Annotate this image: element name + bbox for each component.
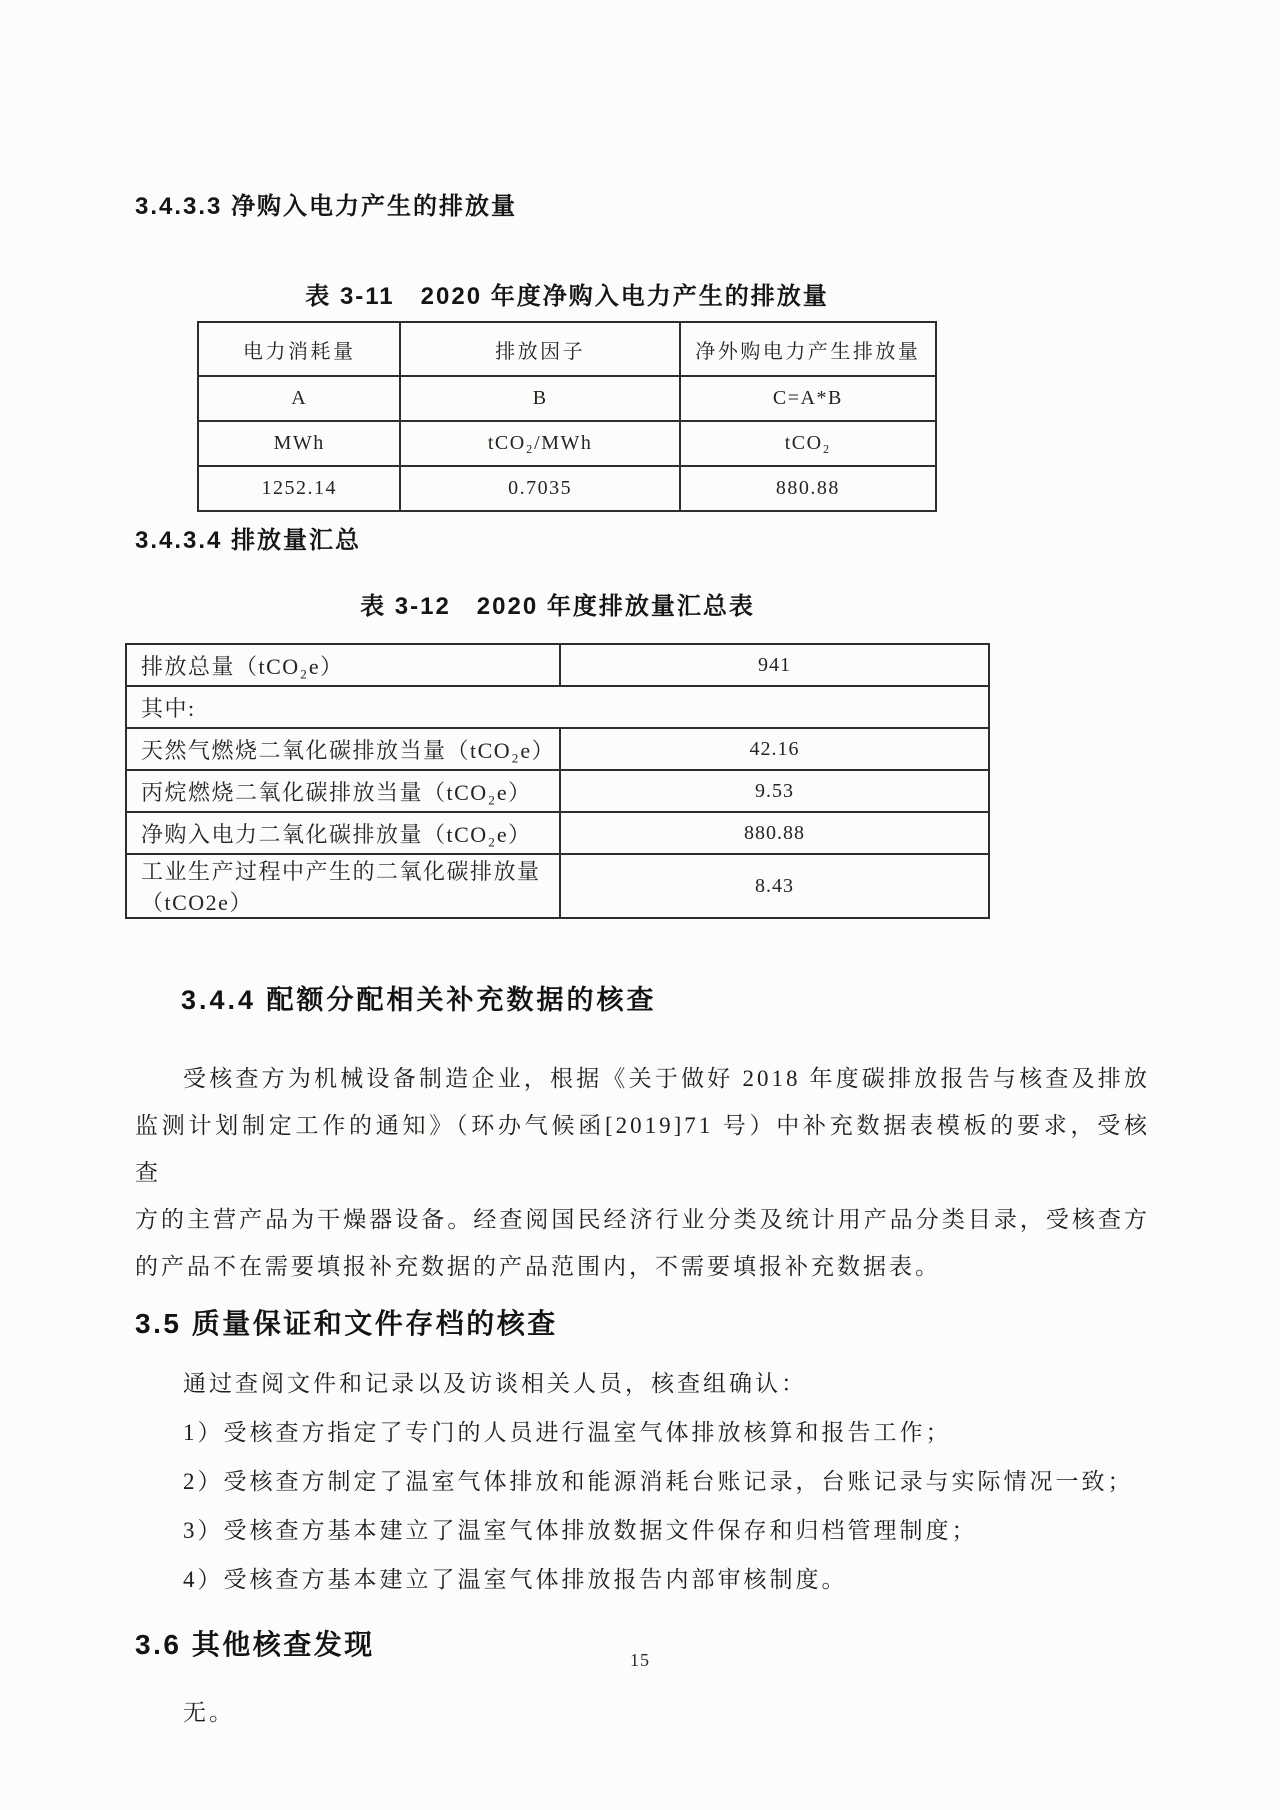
table-cell: C=A*B (680, 376, 936, 421)
table-row (126, 686, 989, 728)
table-row (198, 466, 936, 511)
table-cell-label: 丙烷燃烧二氧化碳排放当量（tCO₂e） (126, 770, 560, 812)
table-row (126, 854, 989, 918)
table-cell: tCO₂/MWh (400, 421, 679, 466)
table-header-cell: 排放因子 (400, 322, 679, 376)
finding-item-3: 3）受核查方基本建立了温室气体排放数据文件保存和归档管理制度； (183, 1518, 978, 1543)
table-cell-label: 其中: (126, 686, 989, 728)
table-row (126, 728, 989, 770)
finding-item-4: 4）受核查方基本建立了温室气体排放报告内部审核制度。 (183, 1567, 848, 1592)
table-cell-value: 880.88 (560, 812, 989, 854)
table-cell-label: 工业生产过程中产生的二氧化碳排放量（tCO2e） (126, 854, 560, 918)
finding-item-1: 1）受核查方指定了专门的人员进行温室气体排放核算和报告工作； (183, 1420, 952, 1445)
heading-3-4-4: 3.4.4 配额分配相关补充数据的核查 (181, 985, 657, 1015)
table-row (198, 322, 936, 376)
table-cell-label: 天然气燃烧二氧化碳排放当量（tCO₂e） (126, 728, 560, 770)
table-3-12-title: 表 3-12 2020 年度排放量汇总表 (360, 593, 755, 620)
table-cell: 880.88 (680, 466, 936, 511)
section-3-4-4-paragraph (135, 1055, 1150, 1290)
table-cell: A (198, 376, 400, 421)
table-cell: tCO₂ (680, 421, 936, 466)
page-content (135, 0, 1150, 1736)
table-header-cell: 净外购电力产生排放量 (680, 322, 936, 376)
table-cell-value: 9.53 (560, 770, 989, 812)
paragraph-line: 方的主营产品为干燥器设备。经查阅国民经济行业分类及统计用产品分类目录，受核查方 (135, 1207, 1150, 1232)
heading-3-4-3-4: 3.4.3.4 排放量汇总 (135, 527, 362, 554)
table-row (198, 421, 936, 466)
table-cell-value: 8.43 (560, 854, 989, 918)
heading-3-4-3-3: 3.4.3.3 净购入电力产生的排放量 (135, 193, 518, 220)
table-cell-value: 42.16 (560, 728, 989, 770)
section-3-6-body: 无。 (183, 1700, 235, 1725)
table-row (126, 644, 989, 686)
table-row (126, 770, 989, 812)
table-3-12 (125, 643, 990, 919)
table-header-cell: 电力消耗量 (198, 322, 400, 376)
paragraph-line: 的产品不在需要填报补充数据的产品范围内，不需要填报补充数据表。 (135, 1254, 941, 1279)
finding-item-2: 2）受核查方制定了温室气体排放和能源消耗台账记录，台账记录与实际情况一致； (183, 1469, 1134, 1494)
table-cell: MWh (198, 421, 400, 466)
page-number: 15 (630, 1650, 650, 1670)
heading-3-5: 3.5 质量保证和文件存档的核查 (135, 1308, 558, 1339)
table-cell-label: 净购入电力二氧化碳排放量（tCO₂e） (126, 812, 560, 854)
paragraph-line: 监测计划制定工作的通知》（环办气候函[2019]71 号）中补充数据表模板的要求，受核查 (135, 1113, 1150, 1185)
paragraph-line: 受核查方为机械设备制造企业，根据《关于做好 2018 年度碳排放报告与核查及排放 (183, 1066, 1151, 1091)
table-cell: B (400, 376, 679, 421)
table-row (126, 812, 989, 854)
table-3-11 (197, 321, 937, 512)
table-cell: 0.7035 (400, 466, 679, 511)
table-cell: 1252.14 (198, 466, 400, 511)
table-3-11-title: 表 3-11 2020 年度净购入电力产生的排放量 (305, 283, 829, 310)
table-cell-label: 排放总量（tCO₂e） (126, 644, 560, 686)
table-row (198, 376, 936, 421)
table-cell-value: 941 (560, 644, 989, 686)
heading-3-6: 3.6 其他核查发现 (135, 1629, 375, 1660)
section-3-5-intro: 通过查阅文件和记录以及访谈相关人员，核查组确认： (183, 1371, 807, 1396)
